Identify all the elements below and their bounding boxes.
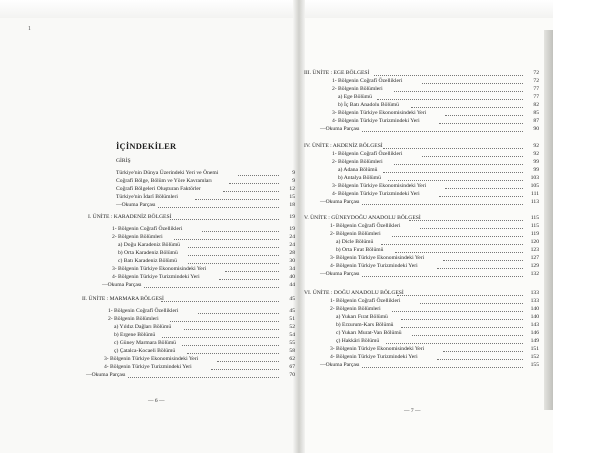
left-toc-leader [182,345,279,346]
right-toc-page-number: 92 [533,151,539,157]
left-toc-leader [223,191,279,192]
left-toc-entry: Türkiye'nin İdarî Bölümleri [116,194,178,200]
right-toc-leader [386,343,523,344]
left-toc-page-number: 55 [289,340,295,346]
right-toc-page-number: 99 [533,167,539,173]
right-toc-leader [362,367,523,368]
left-toc-entry: Coğrafî Bölgeleri Oluşturan Faktörler [116,186,201,192]
right-toc-entry: 4- Bölgenin Türkiye Turizmindeki Yeri [330,354,418,360]
left-toc-page-number: 24 [289,242,295,248]
right-toc-page-number: 143 [530,322,539,328]
left-toc-page-number: 58 [289,348,295,354]
right-toc-leader [395,252,523,253]
right-toc-leader [443,260,523,261]
right-toc-leader [401,319,523,320]
right-toc-page-number: 105 [530,183,539,189]
left-toc-leader [170,321,279,322]
left-toc-page-number: 62 [289,356,295,362]
left-toc-leader [170,219,279,220]
right-toc-page-number: 92 [533,143,539,149]
right-toc-leader [362,131,523,132]
left-toc-page-number: 40 [289,274,295,280]
right-toc-leader [394,164,523,165]
right-toc-page-number: 82 [533,102,539,108]
right-toc-entry: —Okuma Parçası [320,126,360,132]
left-toc-leader [144,287,279,288]
right-toc-page-number: 87 [533,118,539,124]
right-toc-entry: 4- Bölgenin Türkiye Turizmindeki Yeri [330,263,418,269]
right-toc-page-number: 149 [530,338,539,344]
right-toc-leader [383,148,523,149]
right-toc-leader [388,180,523,181]
left-toc-leader [217,361,279,362]
left-toc-page-number: 45 [289,296,295,302]
left-toc-page-number: 28 [289,250,295,256]
right-toc-page-number: 120 [530,239,539,245]
right-toc-leader [392,311,523,312]
right-toc-page-number: 72 [533,78,539,84]
right-toc-entry: a) Adana Bölümü [338,167,378,173]
right-toc-entry: IV. ÜNİTE : AKDENİZ BÖLGESİ [304,143,383,149]
left-toc-page-number: 15 [289,194,295,200]
right-toc-entry: 1- Bölgenin Coğrafî Özellikleri [330,298,401,304]
left-toc-entry: —Okuma Parçası [86,372,126,378]
left-toc-entry: b) Orta Karadeniz Bölümü [118,250,178,256]
left-toc-page-number: 45 [289,308,295,314]
right-toc-entry: 2- Bölgenin Bölümleri [330,306,381,312]
right-toc-leader [394,91,523,92]
left-toc-entry: 3- Bölgenin Türkiye Ekonomisindeki Yeri [104,356,199,362]
left-toc-page-number: 44 [289,282,295,288]
left-toc-leader [211,369,279,370]
right-toc-entry: 1- Bölgenin Coğrafî Özellikleri [332,78,403,84]
right-toc-leader [362,276,523,277]
right-folio: — 7 — [404,408,421,414]
left-toc-leader [202,231,279,232]
right-toc-entry: 2- Bölgenin Bölümleri [332,86,383,92]
left-toc-page-number: 9 [292,170,295,176]
right-toc-entry: —Okuma Parçası [320,362,360,368]
left-toc-page-number: 19 [289,214,295,220]
right-toc-leader [422,156,523,157]
right-toc-leader [381,244,523,245]
right-toc-entry: 4- Bölgenin Türkiye Turizmindeki Yeri [332,191,420,197]
right-toc-page-number: 132 [530,271,539,277]
corner-mark: 1 [28,26,31,32]
right-toc-leader [411,107,523,108]
left-toc-leader [195,199,279,200]
left-toc-leader [225,271,279,272]
right-toc-entry: c) Yukarı Murat-Van Bölümü [336,330,402,336]
right-toc-page-number: 115 [530,215,539,221]
right-toc-entry: 3- Bölgenin Türkiye Ekonomisindeki Yeri [332,110,427,116]
left-toc-leader [184,329,279,330]
right-toc-entry: b) Antalya Bölümü [338,175,381,181]
left-toc-entry: 1- Bölgenin Coğrafî Özellikleri [112,226,183,232]
left-toc-page-number: 9 [292,178,295,184]
left-toc-page-number: 52 [289,324,295,330]
left-folio: — 6 — [148,398,165,404]
right-toc-entry: a) Ege Bölümü [338,94,372,100]
right-toc-page-number: 123 [530,247,539,253]
left-toc-page-number: 12 [289,186,295,192]
left-toc-leader [174,239,279,240]
right-toc-leader [422,83,523,84]
left-toc-leader [161,301,279,302]
left-toc-leader [187,353,279,354]
left-toc-page-number: 19 [289,226,295,232]
left-toc-leader [128,377,279,378]
page-edge [553,0,600,453]
left-toc-entry: 2- Bölgenin Bölümleri [112,234,163,240]
left-toc-leader [188,263,279,264]
right-toc-leader [437,268,523,269]
left-toc-leader [219,279,279,280]
left-toc-entry: 4- Bölgenin Türkiye Turizmindeki Yeri [104,364,192,370]
left-toc-entry: 4- Bölgenin Türkiye Turizmindeki Yeri [112,274,200,280]
right-toc-page-number: 99 [533,159,539,165]
left-toc-leader [162,337,279,338]
right-toc-page-number: 90 [533,126,539,132]
left-toc-entry: b) Ergene Bölümü [114,332,156,338]
right-toc-entry: III. ÜNİTE : EGE BÖLGESİ [304,70,370,76]
right-toc-leader [362,204,523,205]
right-toc-page-number: 140 [530,314,539,320]
left-toc-entry: c) Batı Karadeniz Bölümü [118,258,177,264]
right-toc-leader [374,75,523,76]
right-toc-entry: b) Orta Fırat Bölümü [336,247,384,253]
left-toc-page-number: 54 [289,332,295,338]
left-toc-leader [158,207,279,208]
right-toc-page-number: 119 [530,231,539,237]
right-toc-page-number: 103 [530,175,539,181]
right-toc-page-number: 155 [530,362,539,368]
left-toc-leader [188,255,279,256]
right-toc-page-number: 146 [530,330,539,336]
left-toc-page-number: 24 [289,234,295,240]
left-toc-entry: —Okuma Parçası [102,282,142,288]
left-toc-entry: a) Doğu Karadeniz Bölümü [118,242,180,248]
right-toc-entry: 3- Bölgenin Türkiye Ekonomisindeki Yeri [330,255,425,261]
right-toc-leader [445,115,523,116]
left-toc-leader [229,183,279,184]
right-toc-leader [420,303,523,304]
right-toc-page-number: 133 [530,290,539,296]
right-toc-entry: 4- Bölgenin Türkiye Turizmindeki Yeri [332,118,420,124]
right-toc-entry: 2- Bölgenin Bölümleri [332,159,383,165]
left-toc-entry: 3- Bölgenin Türkiye Ekonomisindeki Yeri [112,266,207,272]
right-toc-entry: a) Yukarı Fırat Bölümü [336,314,388,320]
right-toc-page-number: 111 [531,191,539,197]
right-toc-page-number: 129 [530,263,539,269]
left-toc-entry: Türkiye'nin Dünya Üzerindeki Yeri ve Önemi [116,170,219,176]
left-toc-entry: I. ÜNİTE : KARADENİZ BÖLGESİ [88,214,172,220]
left-toc-entry: a) Yıldız Dağları Bölümü [114,324,172,330]
left-toc-leader [188,247,279,248]
right-toc-entry: 3- Bölgenin Türkiye Ekonomisindeki Yeri [330,346,425,352]
right-toc-leader [439,196,523,197]
right-toc-leader [439,123,523,124]
right-toc-entry: VI. ÜNİTE : DOĞU ANADOLU BÖLGESİ [304,290,404,296]
right-toc-page-number: 151 [530,346,539,352]
left-toc-entry: Coğrafî Bölge, Bölüm ve Yöre Kavramları [116,178,212,184]
left-toc-page-number: 67 [289,364,295,370]
right-toc-page-number: 77 [533,86,539,92]
left-toc-page-number: 51 [289,316,295,322]
right-toc-page-number: 133 [530,298,539,304]
right-toc-leader [420,228,523,229]
left-toc-entry: GİRİŞ [116,158,131,164]
right-toc-leader [443,351,523,352]
right-toc-page-number: 72 [533,70,539,76]
left-toc-page-number: 70 [289,372,295,378]
left-toc-page-number: 34 [289,266,295,272]
right-toc-entry: b) Erzurum-Kars Bölümü [336,322,394,328]
right-toc-entry: ç) Hakkâri Bölümü [336,338,380,344]
right-toc-leader [383,172,523,173]
right-toc-leader [377,99,523,100]
right-toc-page-number: 115 [530,223,539,229]
right-toc-page-number: 113 [530,199,539,205]
left-toc-entry: c) Güney Marmara Bölümü [114,340,176,346]
left-toc-entry: 1- Bölgenin Coğrafî Özellikleri [108,308,179,314]
toc-title: İÇİNDEKİLER [116,141,177,151]
right-toc-entry: —Okuma Parçası [320,199,360,205]
right-toc-leader [445,188,523,189]
right-toc-leader [437,359,523,360]
left-toc-entry: II. ÜNİTE : MARMARA BÖLGESİ [82,296,164,302]
left-toc-leader [238,175,279,176]
right-toc-entry: b) İç Batı Anadolu Bölümü [338,102,399,108]
right-toc-page-number: 85 [533,110,539,116]
right-toc-leader [392,236,523,237]
right-toc-page-number: 140 [530,306,539,312]
right-toc-entry: 3- Bölgenin Türkiye Ekonomisindeki Yeri [332,183,427,189]
left-toc-leader [198,313,279,314]
left-toc-page-number: 30 [289,258,295,264]
right-toc-leader [409,220,523,221]
right-toc-leader [401,327,523,328]
right-toc-entry: 1- Bölgenin Coğrafî Özellikleri [332,151,403,157]
left-toc-entry: 2- Bölgenin Bölümleri [108,316,159,322]
right-toc-entry: a) Dicle Bölümü [336,239,374,245]
left-toc-entry: —Okuma Parçası [116,202,156,208]
right-toc-entry: V. ÜNİTE : GÜNEYDOĞU ANADOLU BÖLGESİ [304,215,421,221]
right-toc-leader [412,335,523,336]
right-toc-page-number: 152 [530,354,539,360]
right-toc-page-number: 127 [530,255,539,261]
left-toc-page-number: 18 [289,202,295,208]
right-toc-page-number: 77 [533,94,539,100]
right-toc-entry: —Okuma Parçası [320,271,360,277]
right-toc-entry: 2- Bölgenin Bölümleri [330,231,381,237]
right-toc-entry: 1- Bölgenin Coğrafî Özellikleri [330,223,401,229]
left-toc-entry: ç) Çatalca-Kocaeli Bölümü [114,348,176,354]
right-toc-leader [397,295,523,296]
